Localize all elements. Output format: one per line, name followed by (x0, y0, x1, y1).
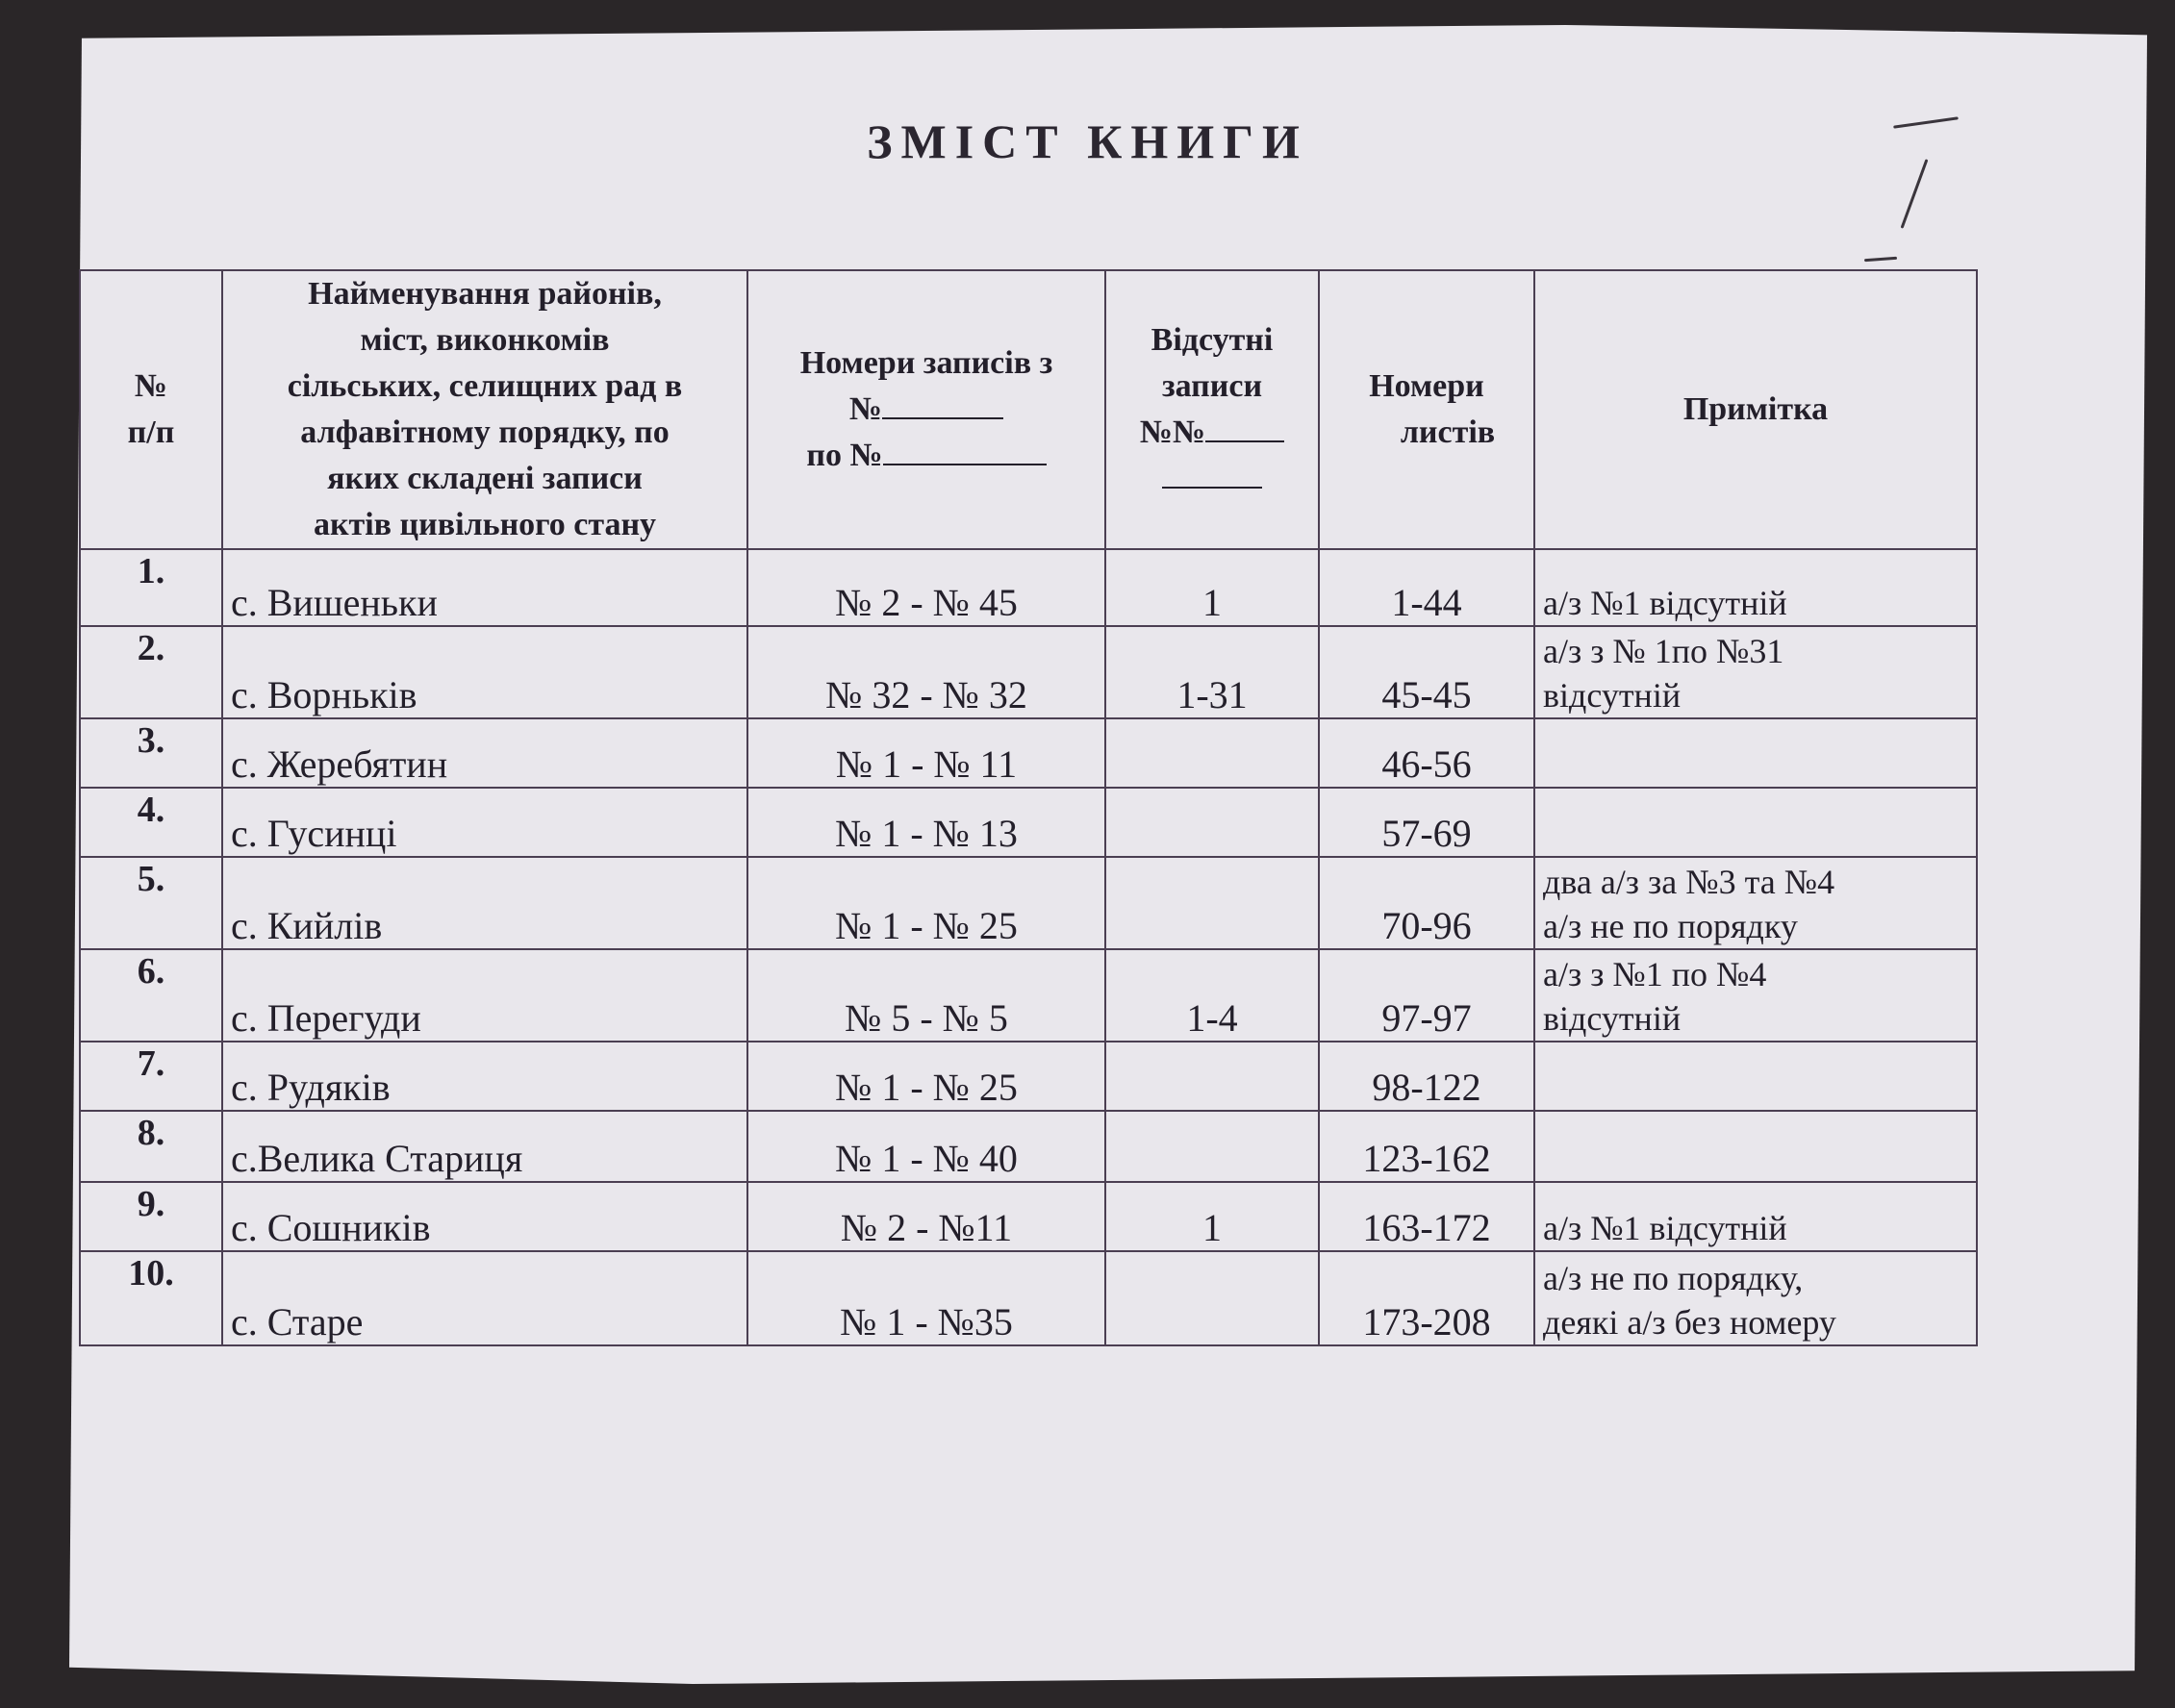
record-range: № 32 - № 32 (747, 626, 1105, 718)
note-cell (1534, 1182, 1977, 1251)
missing-records (1105, 1111, 1319, 1182)
missing-records: 1-31 (1105, 626, 1319, 718)
note-cell (1534, 626, 1977, 718)
record-range: № 1 - № 25 (747, 857, 1105, 949)
blank-line (882, 417, 1003, 419)
sheet-numbers: 97-97 (1319, 949, 1534, 1042)
record-range: № 1 - № 13 (747, 788, 1105, 857)
table-row (80, 1251, 1977, 1345)
sheet-numbers: 98-122 (1319, 1042, 1534, 1111)
blank-line (1162, 487, 1262, 489)
header-missing-records: Відсутні записи №№ (1105, 270, 1319, 549)
note-cell (1534, 549, 1977, 626)
header-name: Найменування районів, міст, виконкомів сільських, селищних рад в алфавітному порядку, по яких складені записи актів цивільного стану (222, 270, 747, 549)
settlement-name: с. Кийлів (222, 857, 747, 949)
sheet-numbers: 46-56 (1319, 718, 1534, 788)
record-range: № 1 - № 11 (747, 718, 1105, 788)
sheet-numbers: 1-44 (1319, 549, 1534, 626)
record-range: № 2 - №11 (747, 1182, 1105, 1251)
missing-records (1105, 788, 1319, 857)
note-line: відсутній (1543, 676, 1682, 715)
table-row (80, 1111, 1977, 1182)
row-number: 1. (80, 549, 222, 626)
table-row (80, 718, 1977, 788)
sheet-numbers: 123-162 (1319, 1111, 1534, 1182)
note-line: а/з не по порядку (1543, 907, 1798, 945)
table-row (80, 549, 1977, 626)
row-number: 9. (80, 1182, 222, 1251)
note-line: а/з №1 відсутній (1543, 1209, 1787, 1247)
note-cell (1534, 1111, 1977, 1182)
record-range: № 1 - №35 (747, 1251, 1105, 1345)
header-sheet-numbers: Номери листів (1319, 270, 1534, 549)
table-row (80, 626, 1977, 718)
sheet-numbers: 45-45 (1319, 626, 1534, 718)
settlement-name: с.Велика Стариця (222, 1111, 747, 1182)
table-row (80, 1182, 1977, 1251)
note-cell (1534, 949, 1977, 1042)
page-title: ЗМІСТ КНИГИ (867, 114, 1308, 168)
blank-line (1205, 440, 1284, 442)
contents-table (79, 269, 1978, 1346)
note-cell (1534, 718, 1977, 788)
row-number: 3. (80, 718, 222, 788)
row-number: 4. (80, 788, 222, 857)
row-number: 5. (80, 857, 222, 949)
header-number: № п/п (80, 270, 222, 549)
header-record-range: Номери записів з № по № (747, 270, 1105, 549)
note-cell (1534, 857, 1977, 949)
note-line: а/з з № 1по №31 (1543, 632, 1784, 670)
row-number: 7. (80, 1042, 222, 1111)
missing-records (1105, 857, 1319, 949)
missing-records (1105, 1251, 1319, 1345)
table-row (80, 1042, 1977, 1111)
note-cell (1534, 788, 1977, 857)
record-range: № 5 - № 5 (747, 949, 1105, 1042)
table-row (80, 857, 1977, 949)
row-number: 2. (80, 626, 222, 718)
record-range: № 2 - № 45 (747, 549, 1105, 626)
row-number: 10. (80, 1251, 222, 1345)
note-line: відсутній (1543, 999, 1682, 1038)
header-notes: Примітка (1534, 270, 1977, 549)
header-row (80, 270, 1977, 549)
note-line: деякі а/з без номеру (1543, 1303, 1836, 1342)
settlement-name: с. Рудяків (222, 1042, 747, 1111)
settlement-name: с. Перегуди (222, 949, 747, 1042)
note-line: два а/з за №3 та №4 (1543, 863, 1835, 901)
settlement-name: с. Старе (222, 1251, 747, 1345)
note-line: а/з не по порядку, (1543, 1259, 1804, 1297)
sheet-numbers: 70-96 (1319, 857, 1534, 949)
settlement-name: с. Сошників (222, 1182, 747, 1251)
missing-records (1105, 1042, 1319, 1111)
record-range: № 1 - № 25 (747, 1042, 1105, 1111)
missing-records: 1 (1105, 1182, 1319, 1251)
row-number: 6. (80, 949, 222, 1042)
missing-records: 1-4 (1105, 949, 1319, 1042)
sheet-numbers: 163-172 (1319, 1182, 1534, 1251)
note-line: а/з з №1 по №4 (1543, 955, 1767, 993)
note-line: а/з №1 відсутній (1543, 584, 1787, 622)
missing-records: 1 (1105, 549, 1319, 626)
table-row (80, 949, 1977, 1042)
settlement-name: с. Гусинці (222, 788, 747, 857)
note-cell (1534, 1251, 1977, 1345)
sheet-numbers: 57-69 (1319, 788, 1534, 857)
blank-line (883, 464, 1047, 465)
record-range: № 1 - № 40 (747, 1111, 1105, 1182)
table-row (80, 788, 1977, 857)
note-cell (1534, 1042, 1977, 1111)
settlement-name: с. Жеребятин (222, 718, 747, 788)
settlement-name: с. Вишеньки (222, 549, 747, 626)
missing-records (1105, 718, 1319, 788)
row-number: 8. (80, 1111, 222, 1182)
sheet-numbers: 173-208 (1319, 1251, 1534, 1345)
settlement-name: с. Ворньків (222, 626, 747, 718)
